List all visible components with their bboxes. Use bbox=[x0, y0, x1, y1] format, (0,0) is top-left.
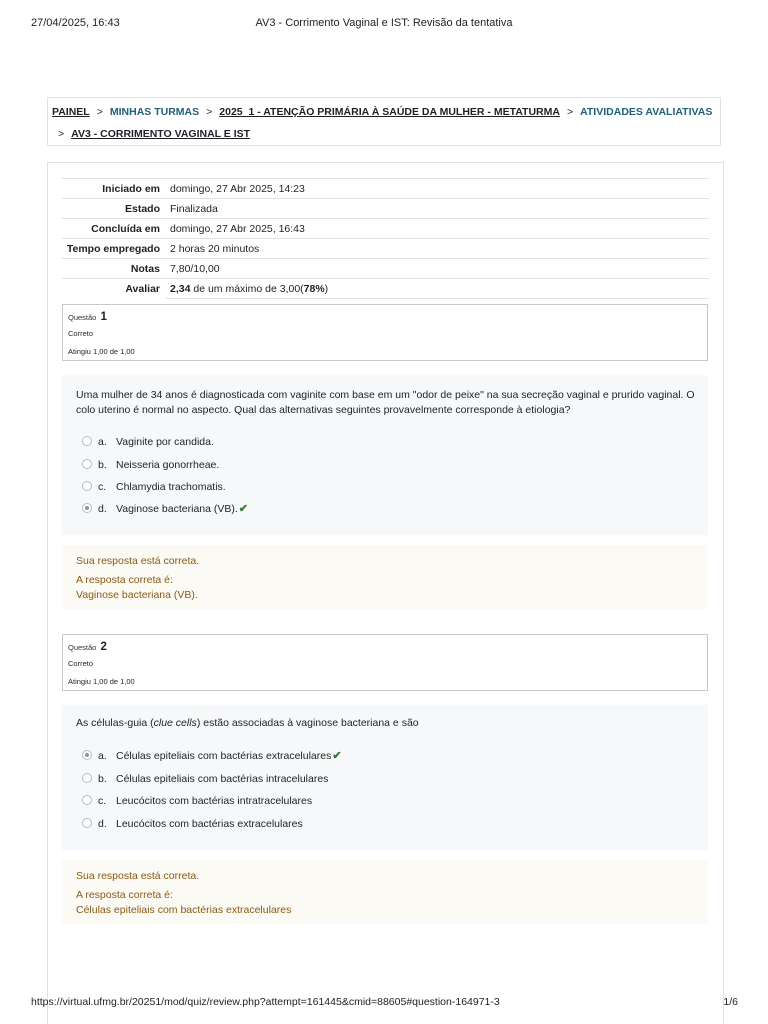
summary-label: Iniciado em bbox=[62, 179, 166, 199]
correct-check-icon: ✔ bbox=[332, 750, 342, 762]
summary-label: Tempo empregado bbox=[62, 239, 166, 259]
option-text: Vaginose bacteriana (VB). bbox=[116, 503, 238, 515]
print-footer bbox=[0, 996, 768, 1012]
feedback-outcome: Sua resposta está correta. bbox=[76, 555, 200, 567]
breadcrumb-separator: > bbox=[206, 106, 213, 118]
question-number bbox=[68, 311, 107, 323]
radio-button[interactable] bbox=[82, 436, 92, 446]
question-formulation-2 bbox=[62, 705, 708, 850]
question-number-value: 1 bbox=[100, 311, 107, 323]
question-feedback-1 bbox=[62, 545, 708, 609]
breadcrumb-separator: > bbox=[566, 106, 574, 118]
radio-button-selected[interactable] bbox=[82, 750, 92, 760]
option-text: Células epiteliais com bactérias intracelulares bbox=[116, 773, 329, 785]
option-letter: c. bbox=[98, 481, 107, 493]
breadcrumb-link-atividades[interactable]: ATIVIDADES AVALIATIVAS bbox=[580, 106, 713, 118]
radio-button[interactable] bbox=[82, 459, 92, 469]
answer-option[interactable] bbox=[82, 771, 328, 787]
summary-label: Estado bbox=[62, 199, 166, 219]
answer-option-selected[interactable] bbox=[82, 748, 342, 764]
summary-value: 7,80/10,00 bbox=[166, 259, 709, 279]
option-letter: a. bbox=[98, 750, 107, 762]
answer-option[interactable] bbox=[82, 793, 312, 809]
feedback-right-answer: Vaginose bacteriana (VB). bbox=[76, 589, 198, 601]
question-grade: Atingiu 1,00 de 1,00 bbox=[68, 347, 135, 356]
grade-max: de um máximo de 3,00( bbox=[190, 283, 304, 295]
summary-value: domingo, 27 Abr 2025, 16:43 bbox=[166, 219, 709, 239]
question-text-italic: clue cells bbox=[153, 717, 197, 729]
question-state: Correto bbox=[68, 329, 94, 338]
breadcrumb bbox=[47, 97, 721, 146]
grade-percent: 78% bbox=[303, 283, 325, 295]
feedback-right-label: A resposta correta é: bbox=[76, 574, 173, 586]
question-text-end: ) estão associadas à vaginose bacteriana e são bbox=[196, 717, 419, 729]
attempt-summary-table bbox=[62, 178, 709, 299]
option-letter: b. bbox=[98, 459, 107, 471]
question-info-2 bbox=[62, 634, 708, 691]
question-number-value: 2 bbox=[100, 641, 107, 653]
summary-value: 2 horas 20 minutos bbox=[166, 239, 709, 259]
question-number bbox=[68, 641, 107, 653]
summary-row-marks bbox=[62, 259, 709, 279]
breadcrumb-link-quiz[interactable]: AV3 - CORRIMENTO VAGINAL E IST bbox=[71, 128, 251, 140]
breadcrumb-link-course[interactable]: 2025_1 - ATENÇÃO PRIMÁRIA À SAÚDE DA MULHER - METATURMA bbox=[219, 106, 560, 118]
print-header bbox=[0, 17, 768, 33]
question-text-start: As células-guia ( bbox=[76, 717, 154, 729]
option-letter: a. bbox=[98, 436, 107, 448]
question-info-1 bbox=[62, 304, 708, 361]
option-text: Leucócitos com bactérias intratracelulares bbox=[116, 795, 313, 807]
print-doc-title: AV3 - Corrimento Vaginal e IST: Revisão da tentativa bbox=[255, 17, 513, 29]
breadcrumb-link-minhas-turmas[interactable]: MINHAS TURMAS bbox=[109, 106, 200, 118]
option-text: Chlamydia trachomatis. bbox=[116, 481, 226, 493]
summary-row-completed bbox=[62, 219, 709, 239]
feedback-right-answer: Células epiteliais com bactérias extracelulares bbox=[76, 904, 292, 916]
summary-row-started bbox=[62, 179, 709, 199]
radio-button-selected[interactable] bbox=[82, 503, 92, 513]
summary-label: Concluída em bbox=[62, 219, 166, 239]
question-grade: Atingiu 1,00 de 1,00 bbox=[68, 677, 135, 686]
print-url: https://virtual.ufmg.br/20251/mod/quiz/review.php?attempt=161445&cmid=88605#question-164971-3 bbox=[31, 996, 500, 1008]
summary-row-state bbox=[62, 199, 709, 219]
answer-option[interactable] bbox=[82, 479, 226, 495]
option-letter: d. bbox=[98, 503, 107, 515]
question-prefix: Questão bbox=[68, 643, 97, 652]
breadcrumb-separator: > bbox=[58, 128, 65, 140]
print-datetime: 27/04/2025, 16:43 bbox=[31, 17, 120, 29]
breadcrumb-link-painel[interactable]: PAINEL bbox=[52, 106, 90, 118]
summary-value: Finalizada bbox=[166, 199, 709, 219]
answer-option-selected[interactable] bbox=[82, 501, 248, 517]
answer-option[interactable] bbox=[82, 434, 214, 450]
grade-close: ) bbox=[324, 283, 329, 295]
option-text: Leucócitos com bactérias extracelulares bbox=[116, 818, 303, 830]
answer-option[interactable] bbox=[82, 457, 219, 473]
question-text bbox=[76, 716, 696, 731]
radio-button[interactable] bbox=[82, 795, 92, 805]
print-page-number: 1/6 bbox=[723, 996, 738, 1008]
option-letter: d. bbox=[98, 818, 107, 830]
option-text: Neisseria gonorrheae. bbox=[116, 459, 220, 471]
breadcrumb-separator: > bbox=[96, 106, 103, 118]
feedback-outcome: Sua resposta está correta. bbox=[76, 870, 200, 882]
question-state: Correto bbox=[68, 659, 94, 668]
feedback-right-label: A resposta correta é: bbox=[76, 889, 173, 901]
correct-check-icon: ✔ bbox=[238, 503, 249, 515]
option-text: Vaginite por candida. bbox=[116, 436, 214, 448]
question-prefix: Questão bbox=[68, 313, 97, 322]
question-formulation-1 bbox=[62, 375, 708, 535]
summary-label: Notas bbox=[62, 259, 166, 279]
option-text: Células epiteliais com bactérias extracelulares bbox=[116, 750, 332, 762]
summary-label: Avaliar bbox=[62, 279, 166, 299]
option-letter: c. bbox=[98, 795, 107, 807]
summary-row-grade bbox=[62, 279, 709, 299]
radio-button[interactable] bbox=[82, 481, 92, 491]
answer-option[interactable] bbox=[82, 816, 303, 832]
summary-value bbox=[166, 279, 709, 299]
question-feedback-2 bbox=[62, 860, 708, 924]
summary-row-time-taken bbox=[62, 239, 709, 259]
radio-button[interactable] bbox=[82, 818, 92, 828]
summary-value: domingo, 27 Abr 2025, 14:23 bbox=[166, 179, 709, 199]
radio-button[interactable] bbox=[82, 773, 92, 783]
question-text: Uma mulher de 34 anos é diagnosticada com vaginite com base em um "odor de peixe" na sua secreção vaginal e prurido vaginal. O colo uterino é normal no aspecto. Qual das alternativas seguintes provavelmente corresponde à etiologia? bbox=[76, 389, 695, 416]
grade-value: 2,34 bbox=[170, 283, 191, 295]
option-letter: b. bbox=[98, 773, 107, 785]
